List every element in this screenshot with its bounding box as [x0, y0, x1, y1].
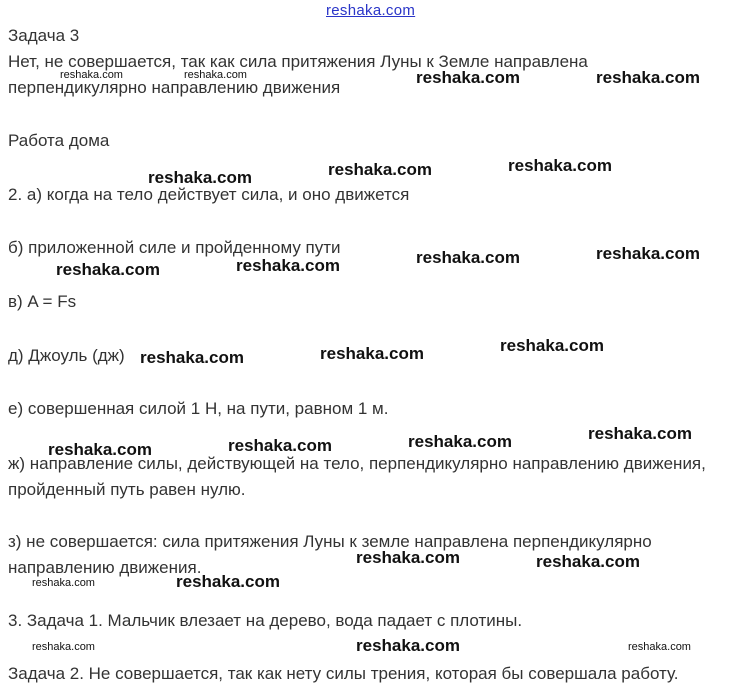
answer-2e: е) совершенная силой 1 Н, на пути, равном 1 м. [8, 399, 389, 418]
watermark: reshaka.com [56, 260, 160, 279]
watermark: reshaka.com [236, 256, 340, 275]
task-3-answer-line-2: перпендикулярно направлению движения [8, 78, 341, 97]
watermark: reshaka.com [416, 68, 520, 87]
answer-3-task-2: Задача 2. Не совершается, так как нету силы трения, которая бы совершала работу. [8, 664, 679, 683]
watermark: reshaka.com [408, 432, 512, 451]
watermark: reshaka.com [596, 244, 700, 263]
watermark: reshaka.com [32, 577, 95, 589]
answer-2a: 2. а) когда на тело действует сила, и оно движется [8, 185, 410, 204]
answer-3-task-1: 3. Задача 1. Мальчик влезает на дерево, вода падает с плотины. [8, 611, 523, 630]
watermark: reshaka.com [228, 436, 332, 455]
watermark: reshaka.com [184, 69, 247, 81]
watermark: reshaka.com [588, 424, 692, 443]
watermark: reshaka.com [416, 248, 520, 267]
watermark: reshaka.com [176, 572, 280, 591]
watermark: reshaka.com [320, 344, 424, 363]
watermark: reshaka.com [500, 336, 604, 355]
task-3-heading: Задача 3 [8, 26, 80, 45]
answer-2b: б) приложенной силе и пройденному пути [8, 238, 341, 257]
answer-2v: в) A = Fs [8, 292, 77, 311]
watermark: reshaka.com [48, 440, 152, 459]
watermark: reshaka.com [596, 68, 700, 87]
watermark: reshaka.com [356, 548, 460, 567]
watermark: reshaka.com [328, 160, 432, 179]
answer-2z-line-1: з) не совершается: сила притяжения Луны к земле направлена перпендикулярно [8, 532, 652, 551]
answer-2zh-line-2: пройденный путь равен нулю. [8, 480, 246, 499]
watermark: reshaka.com [356, 636, 460, 655]
watermark: reshaka.com [140, 348, 244, 367]
task-3-answer-line-1: Нет, не совершается, так как сила притяжения Луны к Земле направлена [8, 52, 588, 71]
watermark: reshaka.com [536, 552, 640, 571]
homework-heading: Работа дома [8, 131, 110, 150]
site-watermark-header[interactable]: reshaka.com [326, 2, 416, 19]
watermark: reshaka.com [508, 156, 612, 175]
watermark: reshaka.com [32, 641, 95, 653]
watermark: reshaka.com [628, 641, 691, 653]
watermark: reshaka.com [148, 168, 252, 187]
answer-2zh-line-1: ж) направление силы, действующей на тело, перпендикулярно направлению движения, [8, 454, 706, 473]
answer-2z-line-2: направлению движения. [8, 558, 202, 577]
answer-2d: д) Джоуль (дж) [8, 346, 125, 365]
watermark: reshaka.com [60, 69, 123, 81]
